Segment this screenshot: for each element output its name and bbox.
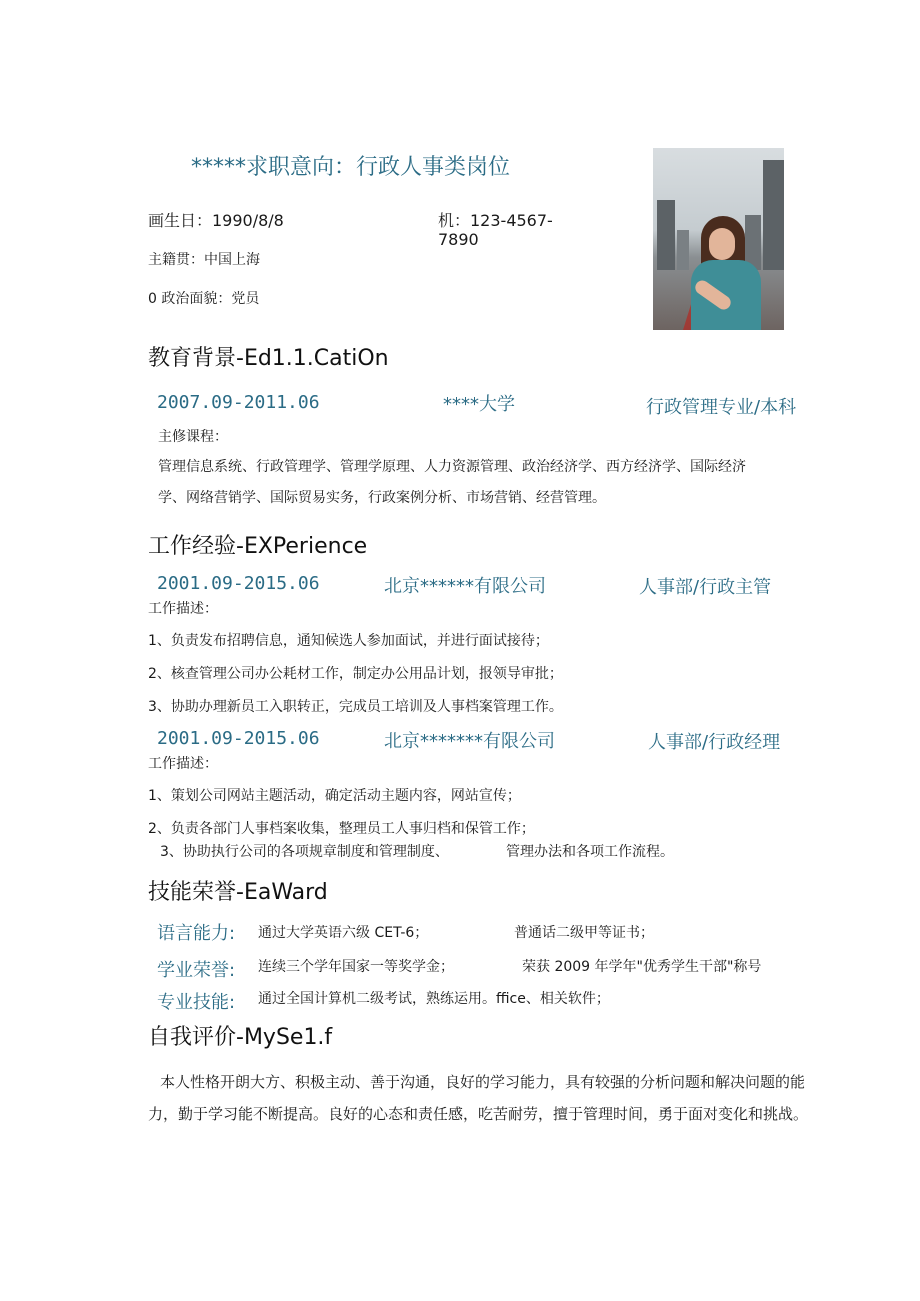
self-eval-line2: 力，勤于学习能不断提高。良好的心态和责任感，吃苦耐劳，擅于管理时间，勇于面对变化和挑战。	[148, 1105, 809, 1123]
job1-role: 人事部/行政主管	[639, 577, 772, 598]
education-major: 行政管理专业/本科	[646, 397, 797, 418]
phone-line2: 7890	[438, 230, 479, 249]
job1-desc-label: 工作描述：	[148, 601, 218, 617]
education-heading: 教育背景-Ed1.1.CatiOn	[148, 346, 389, 371]
job2-company: 北京*******有限公司	[384, 731, 555, 752]
native-place: 主籍贯：中国上海	[148, 252, 260, 268]
job1-item: 3、协助办理新员工入职转正，完成员工培训及人事档案管理工作。	[148, 699, 563, 715]
award-skill-a: 通过全国计算机二级考试，熟练运用。ffice、相关软件；	[258, 991, 610, 1007]
award-label-language: 语言能力:	[157, 923, 236, 944]
education-period: 2007.09-2011.06	[157, 392, 320, 413]
education-school: ****大学	[443, 394, 515, 415]
job1-item: 2、核查管理公司办公耗材工作，制定办公用品计划，报领导审批；	[148, 666, 563, 682]
political-status: 0 政治面貌：党员	[148, 291, 260, 307]
job2-item: 1、策划公司网站主题活动，确定活动主题内容，网站宣传；	[148, 788, 521, 804]
award-academic-a: 连续三个学年国家一等奖学金；	[258, 959, 454, 975]
job-intention-title: *****求职意向：行政人事类岗位	[191, 155, 511, 180]
award-label-skill: 专业技能:	[157, 992, 236, 1013]
self-eval-line1: 本人性格开朗大方、积极主动、善于沟通，良好的学习能力，具有较强的分析问题和解决问题的能	[160, 1073, 806, 1091]
job2-item: 2、负责各部门人事档案收集，整理员工人事归档和保管工作；	[148, 821, 535, 837]
job2-desc-label: 工作描述：	[148, 756, 218, 772]
self-eval-heading: 自我评价-MySe1.f	[148, 1025, 333, 1050]
award-language-a: 通过大学英语六级 CET-6；	[258, 925, 429, 941]
job2-period: 2001.09-2015.06	[157, 728, 320, 749]
phone-line1: 机：123-4567-	[438, 211, 553, 230]
job2-role: 人事部/行政经理	[648, 732, 781, 753]
experience-heading: 工作经验-EXPerience	[148, 534, 368, 559]
courses-line1: 管理信息系统、行政管理学、管理学原理、人力资源管理、政治经济学、西方经济学、国际经济	[158, 459, 746, 475]
award-academic-b: 荣获 2009 年学年"优秀学生干部"称号	[522, 959, 762, 975]
birthday: 画生日：1990/8/8	[148, 211, 284, 230]
job1-item: 1、负责发布招聘信息，通知候选人参加面试，并进行面试接待；	[148, 633, 549, 649]
profile-photo	[653, 148, 784, 330]
courses-label: 主修课程：	[158, 429, 228, 445]
job2-item: 3、协助执行公司的各项规章制度和管理制度、	[160, 844, 449, 860]
award-label-academic: 学业荣誉:	[157, 960, 236, 981]
courses-line2: 学、网络营销学、国际贸易实务，行政案例分析、市场营销、经营管理。	[158, 490, 606, 506]
awards-heading: 技能荣誉-EaWard	[148, 880, 328, 905]
job1-period: 2001.09-2015.06	[157, 573, 320, 594]
job1-company: 北京******有限公司	[384, 576, 546, 597]
job2-item-cont: 管理办法和各项工作流程。	[506, 844, 674, 860]
award-language-b: 普通话二级甲等证书；	[514, 925, 654, 941]
